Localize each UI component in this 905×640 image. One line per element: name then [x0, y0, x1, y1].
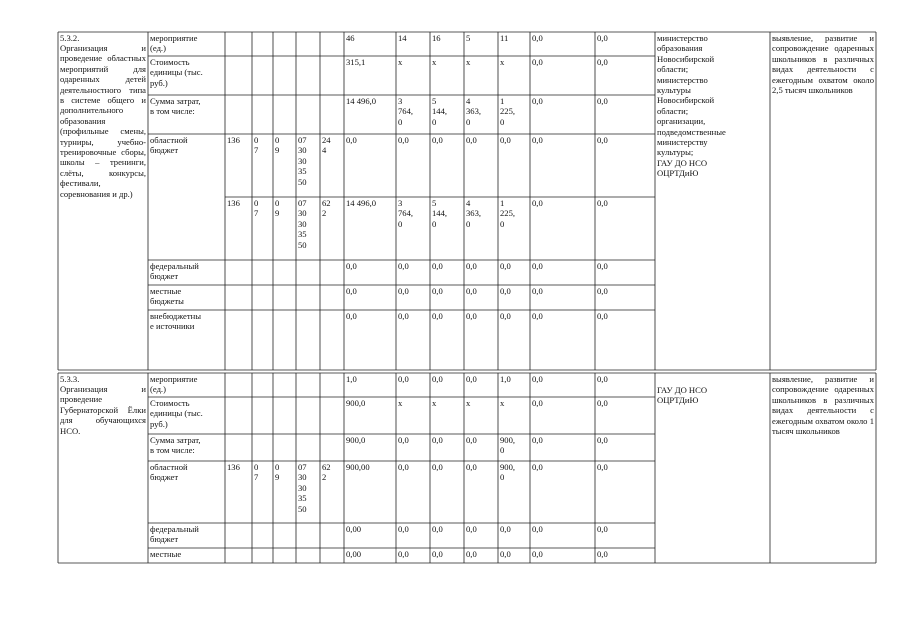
- cell-y3: 0,0: [466, 549, 477, 559]
- cell-vr: 24 4: [322, 135, 331, 156]
- cell-csr: [298, 33, 318, 55]
- cell-grbs: [227, 398, 250, 433]
- cell-y6: 0,0: [597, 57, 608, 67]
- cell-y2: 16: [432, 33, 441, 43]
- cell-y5: 0,0: [532, 435, 543, 445]
- cell-y2: 5 144, 0: [432, 96, 448, 127]
- cell-y2: 0,0: [432, 374, 443, 384]
- cell-total: 900,0: [346, 435, 366, 445]
- cell-y3: 5: [466, 33, 471, 43]
- cell-y4: 0,0: [500, 549, 511, 559]
- cell-total: 46: [346, 33, 355, 43]
- cell-pr: 0 9: [275, 135, 280, 156]
- cell-pr: [275, 57, 294, 94]
- cell-y3: 4 363, 0: [466, 96, 482, 127]
- cell-grbs: [227, 96, 250, 133]
- cell-pr: [275, 549, 294, 562]
- cell-total: 0,0: [346, 261, 357, 271]
- executors: ГАУ ДО НСО ОЦРТДиЮ: [657, 385, 708, 406]
- cell-grbs: [227, 57, 250, 94]
- cell-y6: 0,0: [597, 286, 608, 296]
- cell-rz: [254, 524, 271, 547]
- cell-csr: [298, 57, 318, 94]
- cell-y2: 0,0: [432, 524, 443, 534]
- cell-pr: [275, 435, 294, 460]
- item-title: Организация и проведение Губернаторской Ёлки для обучающихся НСО.: [60, 384, 146, 436]
- cell-label: мероприятие (ед.): [150, 374, 198, 395]
- cell-pr: [275, 398, 294, 433]
- cell-label: мероприятие (ед.): [150, 33, 198, 54]
- cell-label: местные бюджеты: [150, 286, 184, 307]
- cell-y4: х: [500, 57, 505, 67]
- cell-y5: 0,0: [532, 549, 543, 559]
- cell-total: 0,0: [346, 286, 357, 296]
- cell-y2: 0,0: [432, 549, 443, 559]
- cell-y1: 0,0: [398, 286, 409, 296]
- cell-y5: 0,0: [532, 135, 543, 145]
- cell-grbs: [227, 311, 250, 369]
- cell-y5: 0,0: [532, 311, 543, 321]
- cell-y5: 0,0: [532, 261, 543, 271]
- cell-csr: [298, 549, 318, 562]
- cell-vr: 62 2: [322, 462, 331, 483]
- cell-label: Сумма затрат, в том числе:: [150, 96, 201, 117]
- cell-y5: 0,0: [532, 462, 543, 472]
- cell-pr: 0 9: [275, 462, 280, 483]
- cell-vr: [322, 57, 342, 94]
- cell-label: Стоимость единицы (тыс. руб.): [150, 398, 203, 429]
- cell-y1: 14: [398, 33, 407, 43]
- cell-grbs: [227, 286, 250, 309]
- cell-csr: 07 30 30 35 50: [298, 198, 307, 250]
- cell-y1: 0,0: [398, 261, 409, 271]
- cell-vr: [322, 435, 342, 460]
- cell-rz: 0 7: [254, 135, 259, 156]
- cell-rz: [254, 311, 271, 369]
- cell-label: внебюджетны е источники: [150, 311, 201, 332]
- cell-vr: 62 2: [322, 198, 331, 219]
- cell-y3: 0,0: [466, 286, 477, 296]
- cell-y3: 0,0: [466, 261, 477, 271]
- cell-total: 0,0: [346, 311, 357, 321]
- cell-vr: [322, 96, 342, 133]
- cell-rz: [254, 398, 271, 433]
- cell-grbs: 136: [227, 135, 240, 145]
- item-code: 5.3.2.: [60, 33, 80, 43]
- cell-total: 14 496,0: [346, 198, 377, 208]
- cell-rz: [254, 374, 271, 396]
- cell-y1: 0,0: [398, 374, 409, 384]
- cell-y4: 11: [500, 33, 509, 43]
- cell-grbs: [227, 549, 250, 562]
- cell-y4: 900, 0: [500, 435, 516, 456]
- cell-vr: [322, 261, 342, 284]
- cell-pr: [275, 33, 294, 55]
- cell-y6: 0,0: [597, 462, 608, 472]
- cell-rz: [254, 435, 271, 460]
- cell-y1: 0,0: [398, 311, 409, 321]
- cell-y1: 0,0: [398, 462, 409, 472]
- expected-result: выявление, развитие и сопровождение одаренных школьников в различных видах деятельности с ежегодным охватом около 1 тысяч школьников: [772, 374, 874, 437]
- cell-pr: [275, 96, 294, 133]
- cell-y5: 0,0: [532, 33, 543, 43]
- cell-pr: [275, 311, 294, 369]
- cell-rz: [254, 57, 271, 94]
- cell-y4: 1,0: [500, 374, 511, 384]
- cell-y4: 0,0: [500, 524, 511, 534]
- cell-y3: 0,0: [466, 135, 477, 145]
- cell-y4: 0,0: [500, 135, 511, 145]
- cell-total: 0,00: [346, 549, 362, 559]
- cell-label: областной бюджет: [150, 135, 188, 156]
- cell-y4: 900, 0: [500, 462, 516, 483]
- cell-grbs: [227, 435, 250, 460]
- cell-label: областной бюджет: [150, 462, 188, 483]
- cell-grbs: 136: [227, 198, 240, 208]
- cell-rz: [254, 96, 271, 133]
- cell-y6: 0,0: [597, 398, 608, 408]
- cell-y5: 0,0: [532, 96, 543, 106]
- cell-y3: 0,0: [466, 374, 477, 384]
- cell-grbs: [227, 374, 250, 396]
- cell-y4: х: [500, 398, 505, 408]
- cell-y6: 0,0: [597, 135, 608, 145]
- cell-rz: 0 7: [254, 198, 259, 219]
- cell-y6: 0,0: [597, 198, 608, 208]
- cell-csr: [298, 524, 318, 547]
- cell-vr: [322, 524, 342, 547]
- cell-y2: 0,0: [432, 311, 443, 321]
- cell-total: 315,1: [346, 57, 366, 67]
- cell-grbs: 136: [227, 462, 240, 472]
- cell-label: федеральный бюджет: [150, 261, 199, 282]
- cell-grbs: [227, 33, 250, 55]
- cell-y4: 1 225, 0: [500, 198, 516, 229]
- cell-y3: 0,0: [466, 311, 477, 321]
- cell-y6: 0,0: [597, 524, 608, 534]
- cell-rz: [254, 286, 271, 309]
- executors: министерство образования Новосибирской области; министерство культуры Новосибирской области; организации, подведомственные министерству культуры; ГАУ ДО НСО ОЦРТДиЮ: [657, 33, 726, 179]
- cell-total: 900,00: [346, 462, 370, 472]
- cell-grbs: [227, 261, 250, 284]
- cell-label: Стоимость единицы (тыс. руб.): [150, 57, 203, 88]
- cell-y6: 0,0: [597, 311, 608, 321]
- cell-pr: [275, 374, 294, 396]
- cell-y2: 0,0: [432, 462, 443, 472]
- cell-y2: 0,0: [432, 261, 443, 271]
- cell-y2: 0,0: [432, 135, 443, 145]
- item-title: Организация и проведение областных мероприятий для одаренных детей деятельностного типа в системе общего и дополнительного образования (профильные смены, турниры, учебно-тренировочные сборы, школы – тренинги, слёты, конкурсы, фестивали, соревнования и др.): [60, 43, 146, 199]
- cell-pr: [275, 286, 294, 309]
- cell-vr: [322, 549, 342, 562]
- cell-csr: [298, 261, 318, 284]
- cell-y1: 3 764, 0: [398, 96, 414, 127]
- cell-pr: [275, 524, 294, 547]
- cell-total: 0,0: [346, 135, 357, 145]
- cell-y6: 0,0: [597, 33, 608, 43]
- cell-y3: 4 363, 0: [466, 198, 482, 229]
- cell-label: федеральный бюджет: [150, 524, 199, 545]
- cell-y2: х: [432, 398, 437, 408]
- cell-y4: 1 225, 0: [500, 96, 516, 127]
- cell-pr: 0 9: [275, 198, 280, 219]
- cell-y5: 0,0: [532, 198, 543, 208]
- cell-pr: [275, 261, 294, 284]
- cell-csr: [298, 374, 318, 396]
- cell-y1: 0,0: [398, 435, 409, 445]
- cell-total: 0,00: [346, 524, 362, 534]
- expected-result: выявление, развитие и сопровождение одаренных школьников в различных видах деятельности с ежегодным охватом около 2,5 тысяч школьников: [772, 33, 874, 96]
- cell-vr: [322, 311, 342, 369]
- cell-y6: 0,0: [597, 549, 608, 559]
- cell-vr: [322, 398, 342, 433]
- cell-grbs: [227, 524, 250, 547]
- cell-vr: [322, 33, 342, 55]
- cell-y4: 0,0: [500, 286, 511, 296]
- cell-rz: [254, 33, 271, 55]
- cell-y2: 0,0: [432, 435, 443, 445]
- cell-label: Сумма затрат, в том числе:: [150, 435, 201, 456]
- cell-y6: 0,0: [597, 96, 608, 106]
- cell-csr: 07 30 30 35 50: [298, 462, 307, 514]
- cell-y1: х: [398, 398, 403, 408]
- cell-csr: [298, 311, 318, 369]
- cell-csr: [298, 435, 318, 460]
- cell-total: 1,0: [346, 374, 357, 384]
- cell-label: местные: [150, 549, 182, 559]
- cell-vr: [322, 374, 342, 396]
- cell-y6: 0,0: [597, 374, 608, 384]
- cell-y6: 0,0: [597, 261, 608, 271]
- cell-y5: 0,0: [532, 286, 543, 296]
- cell-y4: 0,0: [500, 311, 511, 321]
- cell-vr: [322, 286, 342, 309]
- cell-y2: 5 144, 0: [432, 198, 448, 229]
- cell-y2: х: [432, 57, 437, 67]
- cell-total: 14 496,0: [346, 96, 377, 106]
- cell-y1: 0,0: [398, 524, 409, 534]
- cell-y5: 0,0: [532, 398, 543, 408]
- cell-y1: 3 764, 0: [398, 198, 414, 229]
- cell-y1: х: [398, 57, 403, 67]
- cell-y3: 0,0: [466, 524, 477, 534]
- cell-y5: 0,0: [532, 524, 543, 534]
- cell-y3: х: [466, 57, 471, 67]
- cell-label: [150, 198, 223, 259]
- cell-y1: 0,0: [398, 135, 409, 145]
- cell-y3: х: [466, 398, 471, 408]
- cell-rz: [254, 549, 271, 562]
- cell-rz: 0 7: [254, 462, 259, 483]
- cell-y3: 0,0: [466, 462, 477, 472]
- item-code: 5.3.3.: [60, 374, 80, 384]
- cell-y6: 0,0: [597, 435, 608, 445]
- cell-y2: 0,0: [432, 286, 443, 296]
- cell-y3: 0,0: [466, 435, 477, 445]
- cell-total: 900,0: [346, 398, 366, 408]
- cell-rz: [254, 261, 271, 284]
- cell-csr: [298, 286, 318, 309]
- cell-csr: [298, 96, 318, 133]
- cell-y1: 0,0: [398, 549, 409, 559]
- cell-csr: [298, 398, 318, 433]
- cell-y4: 0,0: [500, 261, 511, 271]
- cell-y5: 0,0: [532, 57, 543, 67]
- cell-csr: 07 30 30 35 50: [298, 135, 307, 187]
- cell-y5: 0,0: [532, 374, 543, 384]
